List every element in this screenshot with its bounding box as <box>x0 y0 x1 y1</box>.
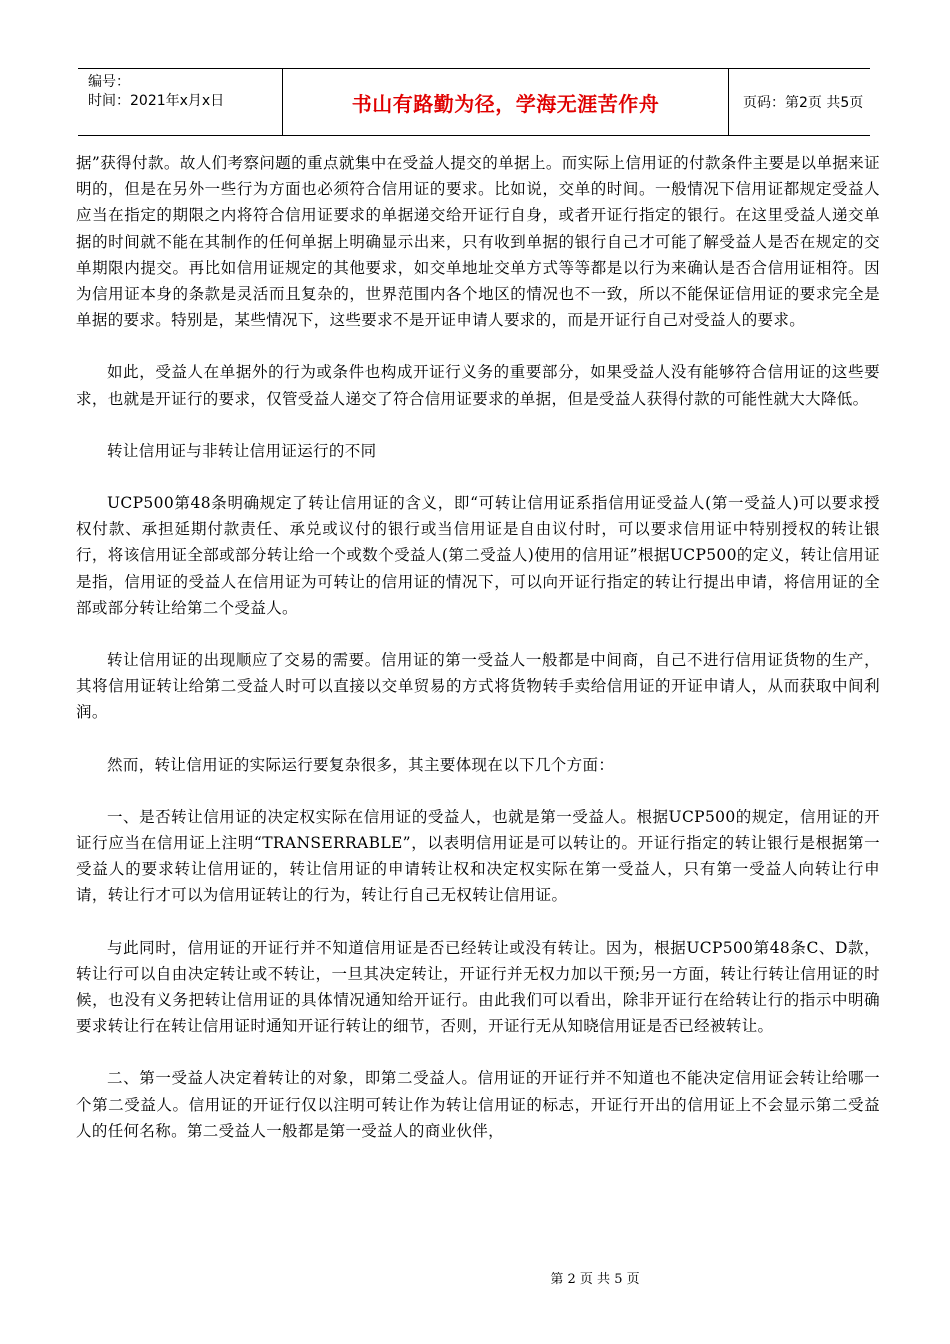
paragraph: 转让信用证的出现顺应了交易的需要。信用证的第一受益人一般都是中间商，自己不进行信用证货物的生产，其将信用证转让给第二受益人时可以直接以交单贸易的方式将货物转手卖给信用证的开证申请人，从而获取中间利润。 <box>76 651 880 722</box>
page-header <box>78 68 870 136</box>
paragraph: UCP500第48条明确规定了转让信用证的含义，即“可转让信用证系指信用证受益人(第一受益人)可以要求授权付款、承担延期付款责任、承兑或议付的银行或当信用证是自由议付时，可以要求信用证中特别授权的转让银行，将该信用证全部或部分转让给一个或数个受益人(第二受益人)使用的信用证”根据UCP500的定义，转让信用证是指，信用证的受益人在信用证为可转让的信用证的情况下，可以向开证行指定的转让行提出申请，将信用证的全部或部分转让给第二个受益人。 <box>76 494 880 617</box>
header-page-number: 页码：第2页 共5页 <box>743 95 864 111</box>
header-page-cell <box>729 69 870 135</box>
paragraph: 然而，转让信用证的实际运行要复杂很多，其主要体现在以下几个方面： <box>107 755 615 774</box>
paragraph: 一、是否转让信用证的决定权实际在信用证的受益人，也就是第一受益人。根据UCP500的规定，信用证的开证行应当在信用证上注明“TRANSERRABLE”，以表明信用证是可以转让的。开证行指定的转让银行是根据第一受益人的要求转让信用证的，转让信用证的申请转让权和决定权实际在第一受益人，只有第一受益人向转让行申请，转让行才可以为信用证转让的行为，转让行自己无权转让信用证。 <box>76 807 880 905</box>
paragraph: 据”获得付款。故人们考察问题的重点就集中在受益人提交的单据上。而实际上信用证的付款条件主要是以单据来证明的，但是在另外一些行为方面也必须符合信用证的要求。比如说，交单的时间。一般情况下信用证都规定受益人应当在指定的期限之内将符合信用证要求的单据递交给开证行自身，或者开证行指定的银行。在这里受益人递交单据的时间就不能在其制作的任何单据上明确显示出来，只有收到单据的银行自己才可能了解受益人是否在规定的交单期限内提交。再比如信用证规定的其他要求，如交单地址交单方式等等都是以行为来确认是否合信用证相符。因为信用证本身的条款是灵活而且复杂的，世界范围内各个地区的情况也不一致，所以不能保证信用证的要求完全是单据的要求。特别是，某些情况下，这些要求不是开证申请人要求的，而是开证行自己对受益人的要求。 <box>76 154 880 330</box>
section-heading: 转让信用证与非转让信用证运行的不同 <box>107 441 377 460</box>
document-body <box>76 150 880 1170</box>
header-motto-cell <box>283 69 729 135</box>
paragraph: 与此同时，信用证的开证行并不知道信用证是否已经转让或没有转让。因为，根据UCP500第48条C、D款，转让行可以自由决定转让或不转让，一旦其决定转让，开证行并无权力加以干预;另一方面，转让行转让信用证的时候，也没有义务把转让信用证的具体情况通知给开证行。由此我们可以看出，除非开证行在给转让行的指示中明确要求转让行在转让信用证时通知开证行转让的细节，否则，开证行无从知晓信用证是否已经被转让。 <box>76 938 880 1036</box>
paragraph: 如此，受益人在单据外的行为或条件也构成开证行义务的重要部分，如果受益人没有能够符合信用证的这些要求，也就是开证行的要求，仅管受益人递交了符合信用证要求的单据，但是受益人获得付款的可能性就大大降低。 <box>76 363 880 408</box>
header-info-cell <box>78 69 283 135</box>
document-time-label: 时间：2021年x月x日 <box>88 93 225 109</box>
document-number-label: 编号： <box>88 74 130 90</box>
header-motto: 书山有路勤为径，学海无涯苦作舟 <box>351 91 660 116</box>
page-footer <box>0 1268 950 1287</box>
paragraph: 二、第一受益人决定着转让的对象，即第二受益人。信用证的开证行并不知道也不能决定信用证会转让给哪一个第二受益人。信用证的开证行仅以注明可转让作为转让信用证的标志，开证行开出的信用证上不会显示第二受益人的任何名称。第二受益人一般都是第一受益人的商业伙伴， <box>76 1069 880 1140</box>
footer-page-number: 第 2 页 共 5 页 <box>550 1272 640 1287</box>
